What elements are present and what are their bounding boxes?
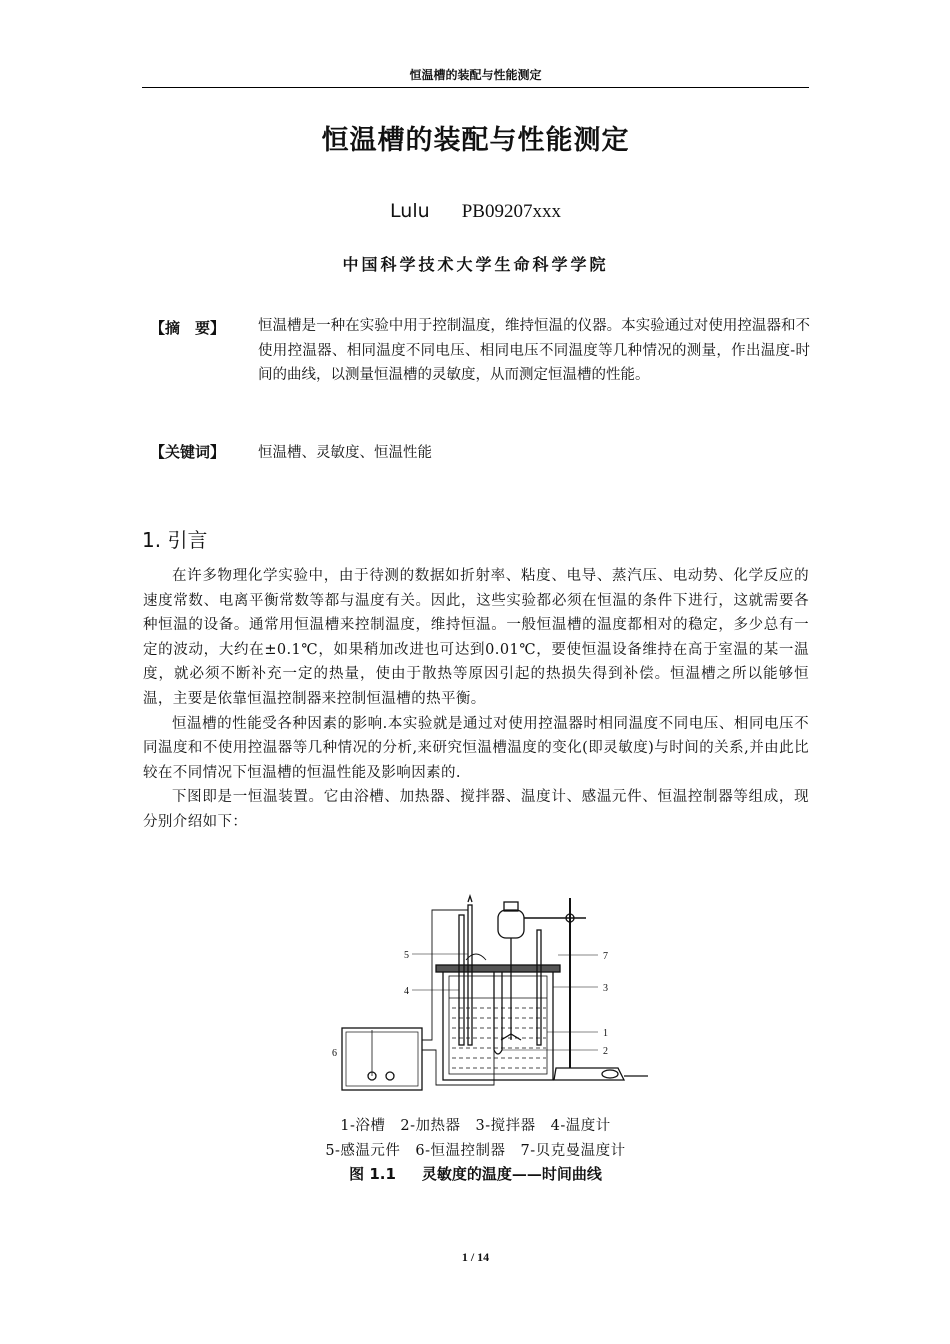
- author-name: Lulu: [390, 200, 430, 222]
- abstract-text: 恒温槽是一种在实验中用于控制温度，维持恒温的仪器。本实验通过对使用控温器和不使用控温器、相同温度不同电压、相同电压不同温度等几种情况的测量，作出温度-时间的曲线，以测量恒温槽的灵敏度，从而测定恒温槽的性能。: [258, 318, 810, 383]
- callout-4: 4: [404, 986, 409, 997]
- figure-legend-line-1: 1-浴槽 2-加热器 3-搅拌器 4-温度计: [340, 1118, 611, 1134]
- author-line: [142, 200, 809, 223]
- callout-6: 6: [332, 1048, 337, 1059]
- page-number: 1 / 14: [461, 1250, 490, 1264]
- callout-3: 3: [603, 983, 608, 994]
- keywords-text: 恒温槽、灵敏度、恒温性能: [258, 445, 432, 461]
- figure-caption: [142, 1163, 809, 1184]
- callout-5: 5: [404, 950, 409, 961]
- document-title: 恒温槽的装配与性能测定: [321, 125, 630, 156]
- callout-1: 1: [603, 1028, 608, 1039]
- introduction-body: [143, 564, 809, 835]
- figure-caption-title: 灵敏度的温度——时间曲线: [421, 1165, 602, 1183]
- keywords-label: 【关键词】: [150, 443, 226, 461]
- affiliation: 中国科学技术大学生命科学学院: [342, 255, 609, 274]
- figure-number: 图 1.1: [349, 1165, 396, 1183]
- figure-legend-line-2: 5-感温元件 6-恒温控制器 7-贝克曼温度计: [325, 1143, 626, 1159]
- author-student-id: PB09207xxx: [461, 201, 561, 222]
- temperature-controller: [342, 1028, 422, 1090]
- header-rule: [142, 87, 809, 88]
- stirrer-motor: [498, 910, 524, 938]
- paragraph-3: 下图即是一恒温装置。它由浴槽、加热器、搅拌器、温度计、感温元件、恒温控制器等组成，现分别介绍如下：: [143, 789, 809, 830]
- callout-2: 2: [603, 1046, 608, 1057]
- callout-7: 7: [603, 951, 608, 962]
- heater: [494, 972, 502, 1054]
- sensing-element: [468, 905, 472, 1045]
- paragraph-2: 恒温槽的性能受各种因素的影响.本实验就是通过对使用控温器时相同温度不同电压、相同电压不同温度和不使用控温器等几种情况的分析,来研究恒温槽温度的变化(即灵敏度)与时间的关系,并由此比较在不同情况下恒温槽的恒温性能及影响因素的.: [143, 715, 809, 781]
- thermometer: [459, 915, 464, 1045]
- abstract-label: 【摘 要】: [150, 319, 226, 337]
- paragraph-1: 在许多物理化学实验中，由于待测的数据如折射率、粘度、电导、蒸汽压、电动势、化学反应的速度常数、电离平衡常数等都与温度有关。因此，这些实验都必须在恒温的条件下进行，这就需要各种恒温的设备。通常用恒温槽来控制温度，维持恒温。一般恒温槽的温度都相对的稳定，多少总有一定的波动，大约在±0.1℃，如果稍加改进也可达到0.01℃，要使恒温设备维持在高于室温的某一温度，就必须不断补充一定的热量，使由于散热等原因引起的热损失得到补偿。恒温槽之所以能够恒温，主要是依靠恒温控制器来控制恒温槽的热平衡。: [143, 568, 809, 707]
- running-header: 恒温槽的装配与性能测定: [409, 68, 542, 82]
- section-heading-introduction: 1. 引言: [142, 528, 208, 552]
- thermostat-apparatus-figure: [318, 890, 678, 1105]
